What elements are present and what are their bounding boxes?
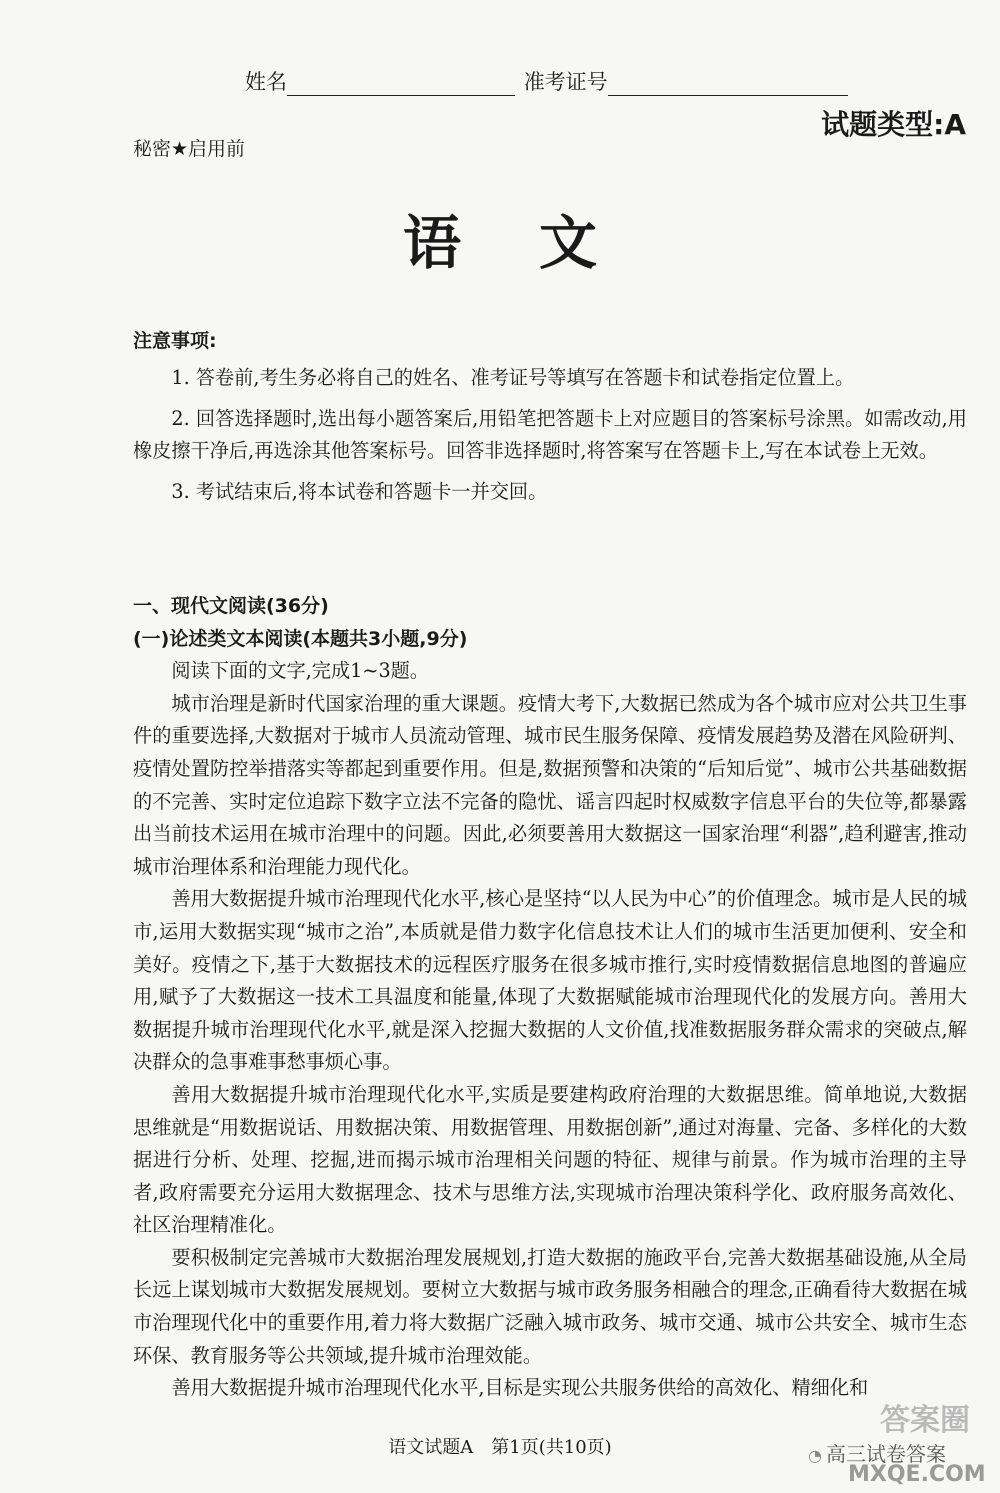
- watermark-text: ◔ 高三试卷答案: [808, 1442, 946, 1466]
- subsection-heading: (一)论述类文本阅读(本题共3小题,9分): [133, 627, 468, 650]
- exam-id-label: 准考证号: [523, 70, 608, 94]
- section-heading: 一、现代文阅读(36分): [133, 595, 329, 617]
- page-footer: 语文试题A 第1页(共10页): [388, 1437, 612, 1458]
- notes-list: [133, 362, 967, 508]
- page-title: 语文: [402, 209, 675, 277]
- passage-paragraph: 善用大数据提升城市治理现代化水平,实质是要建构政府治理的大数据思维。简单地说,大数据思维就是“用数据说话、用数据决策、用数据管理、用数据创新”,通过对海量、完备、多样化的大数据进行分析、处理、挖掘,进而揭示城市治理相关问题的特征、规律与前景。作为城市治理的主导者,政府需要充分运用大数据理念、技术与思维方法,实现城市治理决策科学化、政府服务高效化、社区治理精准化。: [133, 1082, 967, 1237]
- question-type: 试题类型:A: [821, 108, 966, 141]
- note-item: 2. 回答选择题时,选出每小题答案后,用铅笔把答题卡上对应题目的答案标号涂黑。如需改动,用橡皮擦干净后,再选涂其他答案标号。回答非选择题时,将答案写在答题卡上,写在本试卷上无效。: [133, 406, 967, 463]
- name-blank: [287, 73, 515, 96]
- exam-header: [245, 66, 848, 96]
- notes-heading: 注意事项:: [133, 330, 217, 352]
- note-item: 3. 考试结束后,将本试卷和答题卡一并交回。: [171, 479, 548, 503]
- secret-mark: 秘密★启用前: [133, 138, 246, 160]
- wechat-icon: ◔: [808, 1446, 822, 1465]
- instruction-text: 阅读下面的文字,完成1~3题。: [171, 659, 430, 683]
- passage-paragraph: 要积极制定完善城市大数据治理发展规划,打造大数据的施政平台,完善大数据基础设施,从全局长远上谋划城市大数据发展规划。要树立大数据与城市政务服务相融合的理念,正确看待大数据在城市治理现代化中的重要作用,着力将大数据广泛融入城市政务、城市交通、城市公共安全、城市生态环保、教育服务等公共领域,提升城市治理效能。: [133, 1245, 967, 1367]
- section-reading: [133, 590, 967, 1405]
- passage-paragraph: 善用大数据提升城市治理现代化水平,目标是实现公共服务供给的高效化、精细化和: [171, 1376, 869, 1400]
- watermark-site: MXQE.COM: [848, 1462, 986, 1487]
- name-label: 姓名: [245, 70, 287, 94]
- passage-paragraph: 善用大数据提升城市治理现代化水平,核心是坚持“以人民为中心”的价值理念。城市是人民的城市,运用大数据实现“城市之治”,本质就是借力数字化信息技术让人们的城市生活更加便利、安全和美好。疫情之下,基于大数据技术的远程医疗服务在很多城市推行,实时疫情数据信息地图的普遍应用,赋予了大数据这一技术工具温度和能量,体现了大数据赋能城市治理现代化的发展方向。善用大数据提升城市治理现代化水平,就是深入挖掘大数据的人文价值,找准数据服务群众需求的突破点,解决群众的急事难事愁事烦心事。: [133, 887, 967, 1074]
- watermark-logo: 答案圈: [880, 1403, 970, 1438]
- exam-id-blank: [608, 73, 848, 96]
- passage-paragraph: 城市治理是新时代国家治理的重大课题。疫情大考下,大数据已然成为各个城市应对公共卫生事件的重要选择,大数据对于城市人员流动管理、城市民生服务保障、疫情发展趋势及潜在风险研判、疫情处置防控举措落实等都起到重要作用。但是,数据预警和决策的“后知后觉”、城市公共基础数据的不完善、实时定位追踪下数字立法不完备的隐忧、谣言四起时权威数字信息平台的失位等,都暴露出当前技术运用在城市治理中的问题。因此,必须要善用大数据这一国家治理“利器”,趋利避害,推动城市治理体系和治理能力现代化。: [133, 691, 967, 878]
- note-item: 1. 答卷前,考生务必将自己的姓名、准考证号等填写在答题卡和试卷指定位置上。: [171, 366, 855, 389]
